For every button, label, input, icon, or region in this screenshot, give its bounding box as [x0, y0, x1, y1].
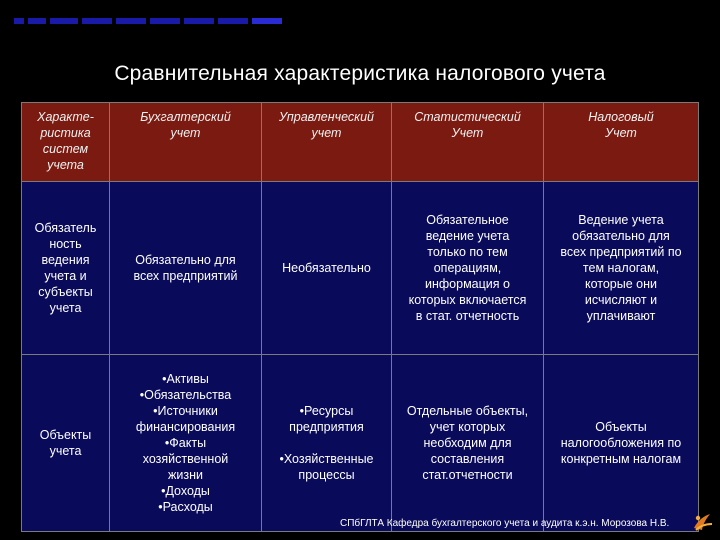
cell-line: учет — [170, 126, 201, 140]
cell-line: субъекты — [38, 285, 93, 299]
cell-line: Необязательно — [282, 261, 371, 275]
cell-line: учета и — [44, 269, 87, 283]
header-cell — [110, 103, 262, 182]
cell-line: •Ресурсы — [299, 404, 354, 418]
cell-line: Управленческий — [279, 110, 374, 124]
table-cell — [544, 182, 699, 355]
cell-line: информация о — [425, 277, 510, 291]
table-cell — [22, 355, 110, 532]
cell-line: Ведение учета — [578, 213, 664, 227]
cell-line: всех предприятий по — [560, 245, 682, 259]
cell-line: •Факты — [164, 436, 207, 450]
cell-line: исчисляют и — [584, 293, 658, 307]
cell-line: •Расходы — [158, 500, 213, 514]
cell-line: необходим для — [423, 436, 512, 450]
cell-line: Учет — [451, 126, 484, 140]
cell-line: Объекты — [39, 428, 92, 442]
cell-line: финансирования — [135, 420, 236, 434]
cell-line: учета — [47, 158, 84, 172]
cell-line: ведение учета — [425, 229, 510, 243]
table-row — [22, 182, 699, 355]
slide-title: Сравнительная характеристика налогового учета — [114, 62, 606, 85]
header-row — [22, 103, 699, 182]
cell-line: составления — [430, 452, 505, 466]
cell-line: Объекты — [595, 420, 647, 434]
table-row — [22, 355, 699, 532]
footer-credit: СПбГЛТА Кафедра бухгалтерского учета и аудита к.э.н. Морозова Н.В. — [340, 518, 670, 529]
table-cell — [392, 182, 544, 355]
cell-line: •Источники — [153, 404, 218, 418]
table-cell — [262, 355, 392, 532]
cell-line: ристика — [40, 126, 91, 140]
table-cell — [392, 355, 544, 532]
cell-line: процессы — [298, 468, 355, 482]
cell-line: жизни — [168, 468, 203, 482]
cell-line: стат.отчетности — [422, 468, 513, 482]
header-cell — [262, 103, 392, 182]
cell-line: Обязатель — [34, 221, 97, 235]
comparison-table — [21, 102, 699, 532]
cell-line: которых включается — [408, 293, 527, 307]
cell-line: обязательно для — [572, 229, 670, 243]
cell-line: •Хозяйственные — [279, 452, 374, 466]
cell-line: учета — [49, 301, 82, 315]
header-cell — [544, 103, 699, 182]
deco-bars — [14, 18, 282, 24]
header-cell — [22, 103, 110, 182]
cell-line: учет которых — [429, 420, 506, 434]
table-cell — [544, 355, 699, 532]
table-cell — [110, 182, 262, 355]
cell-line: ведения — [41, 253, 90, 267]
cell-line: уплачивают — [586, 309, 656, 323]
cell-line: Обязательно для — [135, 253, 236, 267]
cell-line: всех предприятий — [133, 269, 238, 283]
cell-line: учет — [311, 126, 342, 140]
cell-line: в стат. отчетность — [415, 309, 520, 323]
cell-line: ность — [49, 237, 82, 251]
header-cell — [392, 103, 544, 182]
cell-line: •Активы — [162, 372, 209, 386]
cell-line: Обязательное — [426, 213, 509, 227]
cell-line: Отдельные объекты, — [406, 404, 529, 418]
cell-line: которые они — [584, 277, 658, 291]
cell-line: Характе- — [37, 110, 94, 124]
cell-line: Бухгалтерский — [140, 110, 231, 124]
academy-logo-icon — [690, 510, 714, 534]
cell-line: Статистический — [414, 110, 521, 124]
cell-line: только по тем — [427, 245, 508, 259]
cell-line: систем — [42, 142, 89, 156]
cell-line: конкретным налогам — [560, 452, 682, 466]
cell-line: тем налогам, — [582, 261, 660, 275]
cell-line: учета — [49, 444, 82, 458]
cell-line: операциям, — [433, 261, 502, 275]
cell-line: Налоговый — [588, 110, 654, 124]
table-cell — [110, 355, 262, 532]
cell-line: хозяйственной — [142, 452, 229, 466]
table-cell — [262, 182, 392, 355]
cell-line — [266, 435, 387, 451]
cell-line: •Доходы — [161, 484, 210, 498]
cell-line: налогообложения по — [560, 436, 682, 450]
cell-line: •Обязательства — [139, 388, 232, 402]
cell-line: Учет — [605, 126, 637, 140]
table-cell — [22, 182, 110, 355]
cell-line: предприятия — [289, 420, 364, 434]
